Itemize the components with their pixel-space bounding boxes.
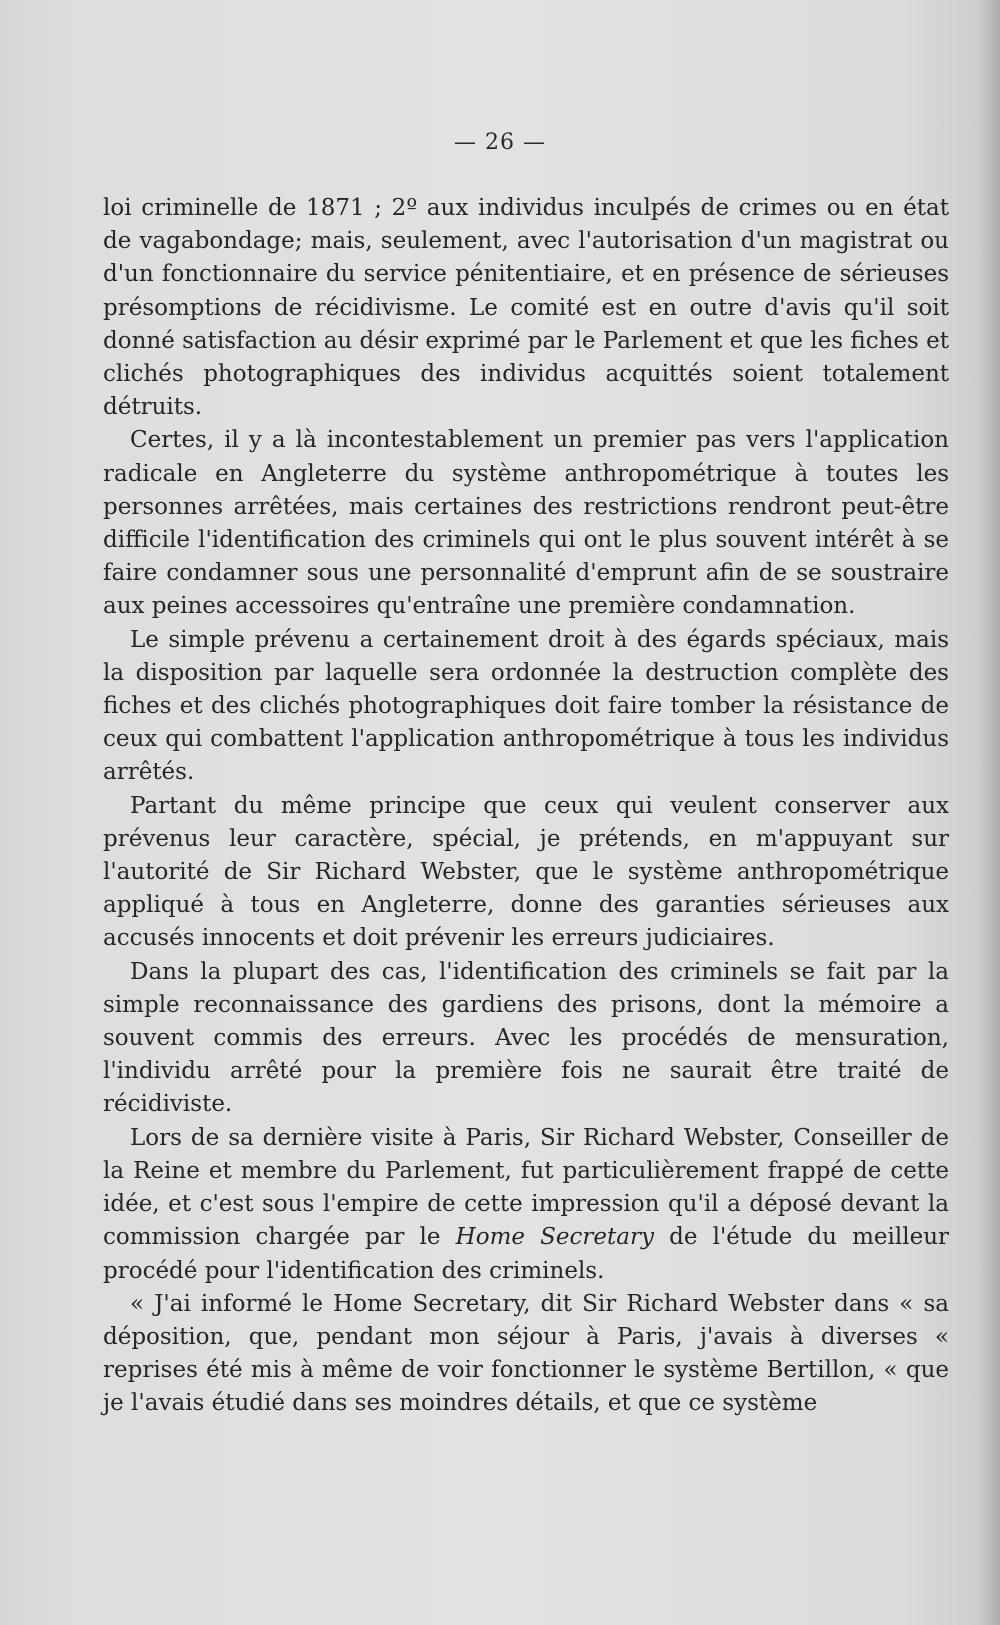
page-edge-shadow (978, 0, 1000, 1625)
paragraph-6-italic-title: Home Secretary (455, 1224, 654, 1251)
paragraph-5: Dans la plupart des cas, l'identification des criminels se fait par la simple reconnaissance des gardiens des prisons, dont la mémoire a souvent commis des erreurs. Avec les procédés de mensuration, l'individu arrêté pour la première fois ne saurait être traité de récidiviste. (103, 958, 949, 1118)
paragraph-1: loi criminelle de 1871 ; 2º aux individus inculpés de crimes ou en état de vagabondage; mais, seulement, avec l'autorisation d'un magistrat ou d'un fonctionnaire du service pénitentiaire, et en présence de sérieuses présomptions de récidivisme. Le comité est en outre d'avis qu'il soit donné satisfaction au désir exprimé par le Parlement et que les fiches et clichés photographiques des individus acquittés soient totalement détruits. (103, 195, 949, 421)
paragraph-7-quote: « J'ai informé le Home Secretary, dit Sir Richard Webster dans « sa déposition, que, pendant mon séjour à Paris, j'avais à diverses « reprises été mis à même de voir fonctionner le système Bertillon, « que je l'avais étudié dans ses moindres détails, et que ce système (103, 1290, 949, 1417)
paragraph-6 (103, 1122, 949, 1288)
page-number: — 26 — (454, 130, 546, 155)
paragraph-4: Partant du même principe que ceux qui veulent conserver aux prévenus leur caractère, spécial, je prétends, en m'appuyant sur l'autorité de Sir Richard Webster, que le système anthropométrique appliqué à tous en Angleterre, donne des garanties sérieuses aux accusés innocents et doit prévenir les erreurs judiciaires. (103, 792, 949, 952)
paragraph-3: Le simple prévenu a certainement droit à des égards spéciaux, mais la disposition par laquelle sera ordonnée la destruction complète des fiches et des clichés photographiques doit faire tomber la résistance de ceux qui combattent l'application anthropométrique à tous les individus arrêtés. (103, 626, 949, 786)
paragraph-6-end: de l'étude du meilleur procédé pour l'identification des criminels. (103, 1224, 950, 1284)
paragraph-2: Certes, il y a là incontestablement un premier pas vers l'application radicale en Angleterre du système anthropométrique à toutes les personnes arrêtées, mais certaines des restrictions rendront peut-être difficile l'identification des criminels qui ont le plus souvent intérêt à se faire condamner sous une personnalité d'emprunt afin de se soustraire aux peines accessoires qu'entraîne une première condamnation. (103, 427, 949, 620)
body-text (103, 192, 949, 1421)
paragraph-6-start: Lors de sa dernière visite à Paris, Sir Richard Webster, Conseiller de la Reine et membre du Parlement, fut particulièrement frappé de cette idée, et c'est sous l'empire de cette impression qu'il a déposé devant la commission chargée par le (103, 1124, 949, 1251)
